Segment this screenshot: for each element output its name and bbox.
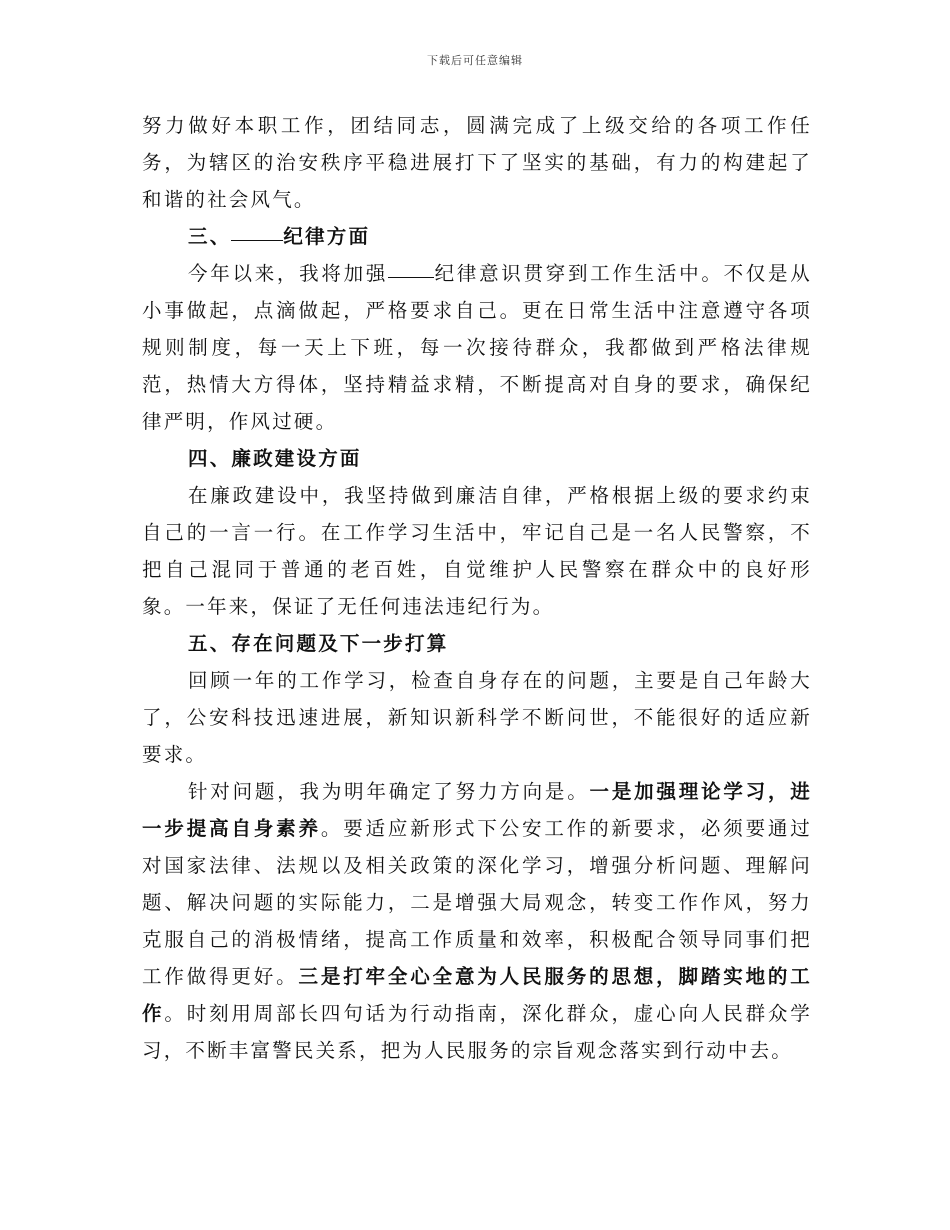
paragraph-1: 努力做好本职工作，团结同志，圆满完成了上级交给的各项工作任务，为辖区的治安秩序平稳进展打下了坚实的基础，有力的构建起了和谐的社会风气。 <box>142 114 812 211</box>
paragraph-2-part-a: 今年以来，我将加强 <box>188 262 389 285</box>
paragraph-5-part-c: 。要适应新形式下公安工作的新要求，必须要通过对国家法律、法规以及相关政策的深化学习，增强分析问题、理解问题、解决问题的实际能力，二是增强大局观念，转变工作作风，努力克服自己的消极情绪，提高工作质量和效率，积极配合领导同事们把工作做得更好。 <box>142 817 812 988</box>
heading-3-prefix: 三、 <box>188 225 232 248</box>
paragraph-4: 回顾一年的工作学习，检查自身存在的问题，主要是自己年龄大了，公安科技迅速进展，新知识新科学不断问世，不能很好的适应新要求。 <box>142 669 812 766</box>
paragraph-5 <box>142 773 812 1069</box>
page-header: 下载后可任意编辑 <box>427 54 523 67</box>
section-heading-5: 五、存在问题及下一步打算 <box>188 632 449 655</box>
document-body <box>142 107 812 1069</box>
paragraph-5-part-e: 。时刻用周部长四句话为行动指南，深化群众，虚心向人民群众学习，不断丰富警民关系，把为人民服务的宗旨观念落实到行动中去。 <box>142 1002 812 1062</box>
section-heading-3 <box>142 218 812 255</box>
paragraph-3: 在廉政建设中，我坚持做到廉洁自律，严格根据上级的要求约束自己的一言一行。在工作学习生活中，牢记自己是一名人民警察，不把自己混同于普通的老百姓，自觉维护人民警察在群众中的良好形象。一年来，保证了无任何违法违纪行为。 <box>142 484 812 618</box>
paragraph-5-bold-2: 三是打牢全心全意为人民服务的思想，脚踏实地的工作 <box>142 965 812 1025</box>
paragraph-5-part-a: 针对问题，我为明年确定了努力方向是。 <box>188 780 590 803</box>
paragraph-2 <box>142 255 812 440</box>
blank-underline <box>231 239 283 241</box>
paragraph-5-bold-1: 一是加强理论学习，进一步提高自身素养 <box>142 780 812 840</box>
section-heading-4: 四、廉政建设方面 <box>188 447 362 470</box>
paragraph-2-part-b: 纪律意识贯穿到工作生活中。不仅是从小事做起，点滴做起，严格要求自己。更在日常生活中注意遵守各项规则制度，每一天上下班，每一次接待群众，我都做到严格法律规范，热情大方得体，坚持精益求精，不断提高对自身的要求，确保纪律严明，作风过硬。 <box>142 262 812 433</box>
heading-3-suffix: 纪律方面 <box>283 225 371 248</box>
blank-underline <box>388 276 434 278</box>
